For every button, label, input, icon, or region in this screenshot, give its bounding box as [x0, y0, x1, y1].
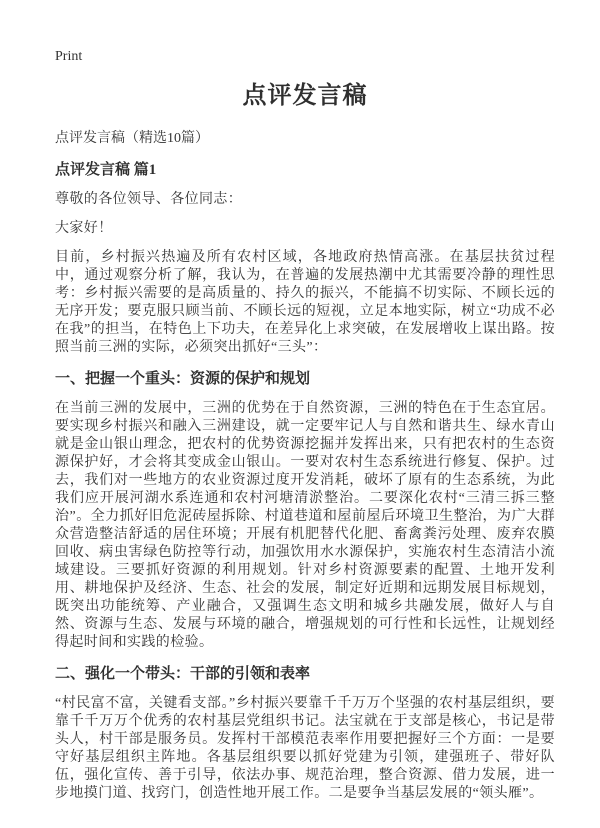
section-1-heading: 一、把握一个重头：资源的保护和规划 [55, 371, 311, 387]
intro-paragraph: 目前，乡村振兴热遍及所有农村区域，各地政府热情高涨。在基层扶贫过程中，通过观察分析了解，我认为，在普遍的发展热潮中尤其需要冷静的理性思考：乡村振兴需要的是高质量的、持久的振兴，不能搞不切实际、不顾长远的无序开发；要克服只顾当前、不顾长远的短视，立足本地实际，树立“功成不必在我”的担当，在特色上下功夫，在差异化上求突破，在发展增收上谋出路。按照当前三洲的实际，必须突出抓好“三头”： [55, 250, 555, 355]
document-title: 点评发言稿 [242, 83, 368, 109]
section-2-paragraph: “村民富不富，关键看支部。”乡村振兴要靠千千万万个坚强的农村基层组织，要靠千千万万个优秀的农村基层党组织书记。法宝就在于支部是核心，书记是带头人，村干部是服务员。发挥村干部模范表率作用要把握好三个方面：一是要守好基层组织主阵地。各基层组织要以抓好党建为引领，建强班子、带好队伍，强化宣传、善于引导，依法办事、规范治理，整合资源、借力发展，进一步地摸门道、找窍门，创造性地开展工作。二是要争当基层发展的“领头雁”。 [55, 696, 555, 801]
section-1-paragraph: 在当前三洲的发展中，三洲的优势在于自然资源，三洲的特色在于生态宜居。要实现乡村振兴和融入三洲建设，就一定要牢记人与自然和谐共生、绿水青山就是金山银山理念，把农村的优势资源挖掘并发挥出来，只有把农村的生态资源保护好，才会将其变成金山银山。一要对农村生态系统进行修复、保护。过去，我们对一些地方的农业资源过度开发消耗，破坏了原有的生态系统，为此我们应开展河湖水系连通和农村河塘清淤整治。二要深化农村“三清三拆三整治”。全力抓好旧危泥砖屋拆除、村道巷道和屋前屋后环境卫生整治，为广大群众营造整洁舒适的居住环境；开展有机肥替代化肥、畜禽粪污处理、废弃农膜回收、病虫害绿色防控等行动，加强饮用水水源保护，实施农村生态清洁小流域建设。三要抓好资源的利用规划。针对乡村资源要素的配置、土地开发利用、耕地保护及经济、生态、社会的发展，制定好近期和远期发展目标规划，既突出功能统筹、产业融合，又强调生态文明和城乡共融发展，做好人与自然、资源与生态、发展与环境的融合，增强规划的可行性和长远性，让规划经得起时间和实践的检验。 [55, 401, 555, 650]
print-button[interactable]: Print [55, 49, 83, 64]
section-2-heading: 二、强化一个带头：干部的引领和表率 [55, 666, 311, 682]
salutation-line: 尊敬的各位领导、各位同志： [55, 192, 243, 207]
article-heading: 点评发言稿 篇1 [55, 162, 157, 178]
document-subtitle: 点评发言稿（精选10篇） [55, 131, 209, 146]
greeting-line: 大家好！ [55, 221, 113, 236]
